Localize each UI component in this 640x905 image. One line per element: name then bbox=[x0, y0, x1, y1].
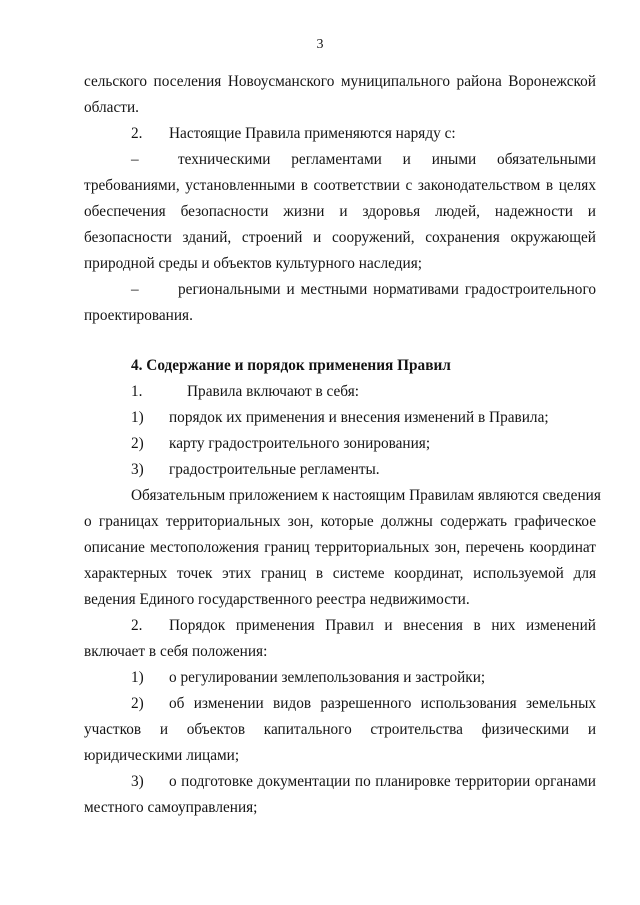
numbered-item bbox=[84, 613, 596, 639]
item-number: 3) bbox=[131, 461, 144, 478]
numbered-item bbox=[84, 457, 596, 483]
text-line: участков и объектов капитального строительства физическими и bbox=[84, 721, 596, 738]
item-text: о подготовке документации по планировке территории органами bbox=[169, 773, 596, 790]
item-number: 2) bbox=[131, 435, 144, 452]
dash-item bbox=[84, 277, 596, 303]
text-line: Обязательным приложением к настоящим Правилам являются сведения bbox=[131, 487, 601, 504]
text-line: ведения Единого государственного реестра недвижимости. bbox=[84, 591, 470, 608]
dash-marker: – bbox=[131, 281, 139, 298]
numbered-item bbox=[84, 379, 596, 405]
item-text: Правила включают в себя: bbox=[187, 383, 359, 400]
item-text: региональными и местными нормативами градостроительного bbox=[178, 281, 596, 298]
numbered-item bbox=[84, 431, 596, 457]
page-number: 3 bbox=[316, 37, 324, 52]
item-number: 2. bbox=[131, 617, 143, 634]
numbered-item bbox=[84, 769, 596, 795]
numbered-item bbox=[84, 121, 596, 147]
item-number: 1) bbox=[131, 409, 144, 426]
section-heading: 4. Содержание и порядок применения Правил bbox=[131, 357, 451, 374]
item-text: порядок их применения и внесения изменений в Правила; bbox=[169, 409, 549, 426]
item-number: 3) bbox=[131, 773, 144, 790]
text-line: характерных точек этих границ в системе координат, используемой для bbox=[84, 565, 596, 582]
text-line: обеспечения безопасности жизни и здоровья людей, надежности и bbox=[84, 203, 596, 220]
text-line: местного самоуправления; bbox=[84, 799, 258, 816]
text-line: включает в себя положения: bbox=[84, 643, 268, 660]
item-number: 1) bbox=[131, 669, 144, 686]
item-text: градостроительные регламенты. bbox=[169, 461, 380, 478]
item-text: о регулировании землепользования и застройки; bbox=[169, 669, 486, 686]
text-line: природной среды и объектов культурного наследия; bbox=[84, 255, 423, 272]
dash-item bbox=[84, 147, 596, 173]
text-line: проектирования. bbox=[84, 307, 193, 324]
numbered-item bbox=[84, 691, 596, 717]
item-number: 2) bbox=[131, 695, 144, 712]
text-line: сельского поселения Новоусманского муниципального района Воронежской bbox=[84, 73, 596, 90]
numbered-item bbox=[84, 405, 596, 431]
item-number: 2. bbox=[131, 125, 143, 142]
numbered-item bbox=[84, 665, 596, 691]
item-text: Порядок применения Правил и внесения в них изменений bbox=[169, 617, 596, 634]
text-line: о границах территориальных зон, которые должны содержать графическое bbox=[84, 513, 596, 530]
item-text: Настоящие Правила применяются наряду с: bbox=[169, 125, 456, 142]
text-line: области. bbox=[84, 99, 139, 116]
text-line: требованиями, установленными в соответствии с законодательством в целях bbox=[84, 177, 596, 194]
item-text: об изменении видов разрешенного использования земельных bbox=[169, 695, 596, 712]
item-text: карту градостроительного зонирования; bbox=[169, 435, 431, 452]
text-line: безопасности зданий, строений и сооружений, сохранения окружающей bbox=[84, 229, 596, 246]
dash-marker: – bbox=[131, 151, 139, 168]
text-line: юридическими лицами; bbox=[84, 747, 240, 764]
item-number: 1. bbox=[131, 383, 143, 400]
item-text: техническими регламентами и иными обязательными bbox=[178, 151, 596, 168]
document-body bbox=[84, 69, 601, 821]
text-line: описание местоположения границ территориальных зон, перечень координат bbox=[84, 539, 596, 556]
